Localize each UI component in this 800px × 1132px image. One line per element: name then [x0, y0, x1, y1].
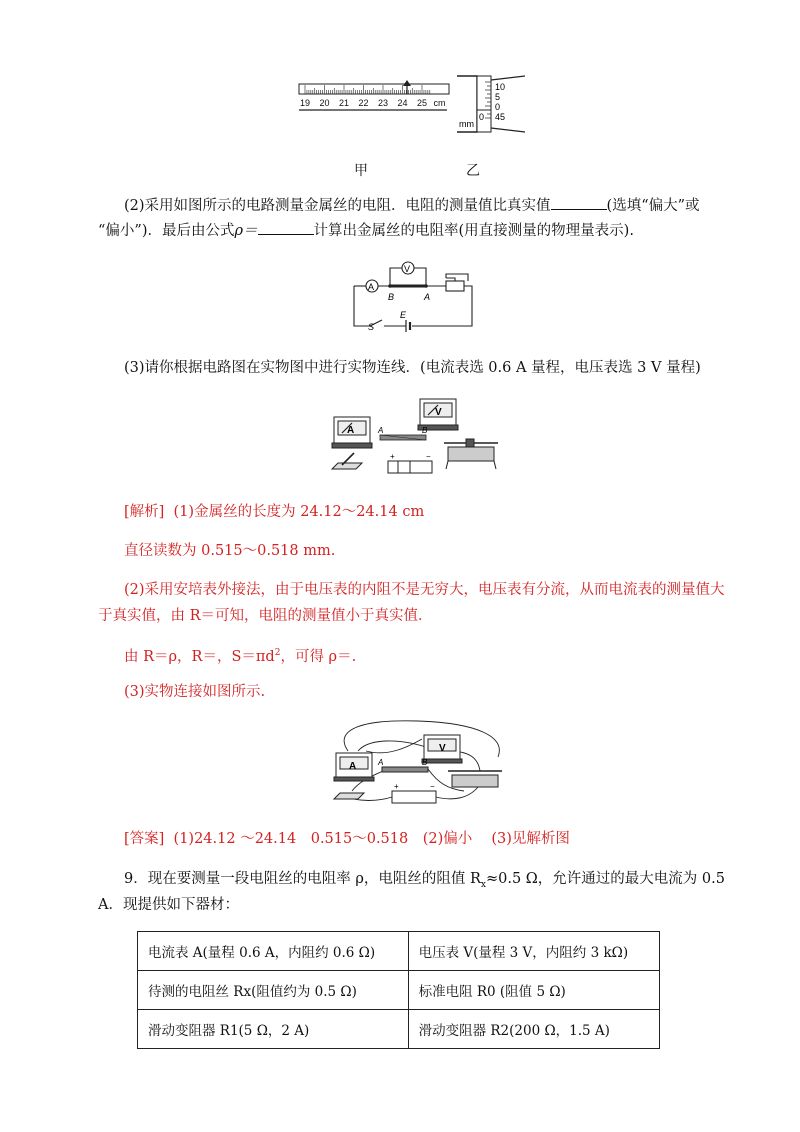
ruler-unit: cm [433, 98, 446, 108]
battery-device [388, 461, 432, 473]
q2-blank-2[interactable] [258, 220, 314, 235]
ammeter-device-label: A [347, 425, 355, 436]
table-cell: 滑动变阻器 R2(200 Ω，1.5 A) [408, 1010, 659, 1049]
table-cell: 标准电阻 R0 (阻值 5 Ω) [408, 971, 659, 1010]
table-cell: 待测的电阻丝 Rx(阻值约为 0.5 Ω) [138, 971, 409, 1010]
ruler-tick-label: 22 [358, 98, 369, 108]
q2-line2-text: “偏小”)．最后由公式 [98, 223, 235, 239]
equipment-figure [328, 395, 504, 477]
ruler-tick-label: 25 [417, 98, 428, 108]
caption-yi: 乙 [466, 163, 480, 179]
caption-jia: 甲 [354, 163, 368, 179]
solution-line4: 于真实值，由 R＝可知，电阻的测量值小于真实值． [98, 608, 433, 624]
q2-line1-text: (2)采用如图所示的电路测量金属丝的电阻．电阻的测量值比真实值 [124, 198, 551, 214]
wire-end-b: B [422, 426, 428, 435]
q2-blank-1[interactable] [551, 195, 607, 210]
rheostat-device [444, 439, 498, 469]
q9-line1-text: 9．现在要测量一段电阻丝的电阻率 ρ，电阻丝的阻值 R [124, 871, 481, 887]
switch-label: S [368, 322, 375, 332]
table-cell: 电流表 A(量程 0.6 A，内阻约 0.6 Ω) [138, 932, 409, 971]
source-label: E [400, 310, 407, 320]
connected-battery-plus: + [394, 782, 399, 791]
ruler-tick-label: 21 [339, 98, 350, 108]
solution-line1 [124, 497, 684, 527]
equipment-table [137, 931, 660, 1049]
q9-line1-tail: ≈0.5 Ω，允许通过的最大电流为 0.5 [485, 871, 725, 887]
solution-formula-a: 由 R＝ρ，R＝，S＝πd [124, 648, 275, 665]
rheostat [446, 281, 464, 291]
connected-voltmeter-label: V [439, 743, 446, 754]
solution-tag: [解析] [124, 504, 165, 520]
ruler-tick-label: 20 [319, 98, 330, 108]
table-cell: 电压表 V(量程 3 V，内阻约 3 kΩ) [408, 932, 659, 971]
battery-minus: − [426, 452, 431, 461]
ruler-tick-label: 23 [378, 98, 389, 108]
micrometer-label-0: 0 [495, 102, 501, 112]
answer-text: (1)24.12 ～24.14 0.515～0.518 (2)偏小 (3)见解析图 [173, 831, 570, 847]
micrometer-label-5: 5 [495, 92, 501, 102]
measurement-figure [295, 70, 525, 140]
q2-line2 [98, 216, 658, 246]
q9-subscript: x [480, 879, 486, 890]
micrometer-label-10: 10 [495, 82, 506, 92]
table-row [138, 971, 660, 1010]
voltmeter-device-label: V [435, 407, 442, 418]
connected-wire-a: A [378, 758, 384, 767]
connected-ammeter-label: A [349, 761, 357, 772]
solution-line2: 直径读数为 0.515～0.518 mm. [124, 543, 336, 559]
table-row [138, 1010, 660, 1049]
micrometer-unit: mm [459, 119, 474, 129]
micrometer-label-45: 45 [495, 112, 506, 122]
switch-device [332, 453, 362, 469]
table-row [138, 932, 660, 971]
solution-formula-b: ，可得 ρ＝. [280, 648, 357, 665]
solution-line6: (3)实物连接如图所示. [124, 684, 266, 700]
rho-formula: ρ＝ [234, 223, 258, 239]
circuit-diagram [350, 258, 480, 332]
micrometer-zero: 0 [479, 112, 485, 122]
wire-end-a: A [378, 426, 384, 435]
solution-line5 [124, 638, 684, 672]
table-cell: 滑动变阻器 R1(5 Ω，2 A) [138, 1010, 409, 1049]
q3-text: (3)请你根据电路图在实物图中进行实物连线．(电流表选 0.6 A 量程，电压表选 3 V 量程) [124, 360, 701, 376]
metal-wire-board [380, 435, 426, 440]
micrometer [457, 76, 525, 132]
q2-line2-tail: 计算出金属丝的电阻率(用直接测量的物理量表示). [313, 223, 634, 239]
answer-line [124, 824, 684, 854]
q9-line2: A．现提供如下器材： [98, 897, 239, 913]
ammeter-label: A [368, 282, 375, 292]
ruler-tick-label: 24 [397, 98, 408, 108]
solution-length: (1)金属丝的长度为 24.12～24.14 cm [173, 504, 425, 520]
battery-plus: + [390, 452, 395, 461]
solution-formula-sup: 2 [274, 648, 281, 658]
point-b-label: B [388, 292, 395, 302]
connected-wire-b: B [422, 758, 428, 767]
solution-line3: (2)采用安培表外接法，由于电压表的内阻不是无穷大，电压表有分流，从而电流表的测量值大 [124, 582, 725, 598]
voltmeter-label: V [404, 264, 411, 274]
ruler-tick-label: 19 [300, 98, 311, 108]
point-a-label: A [424, 292, 431, 302]
ruler [299, 80, 449, 110]
connected-battery-minus: − [430, 782, 435, 791]
connected-equipment-figure [328, 717, 508, 807]
answer-tag: [答案] [124, 831, 165, 847]
q2-line1-tail: (选填“偏大”或 [606, 198, 700, 214]
